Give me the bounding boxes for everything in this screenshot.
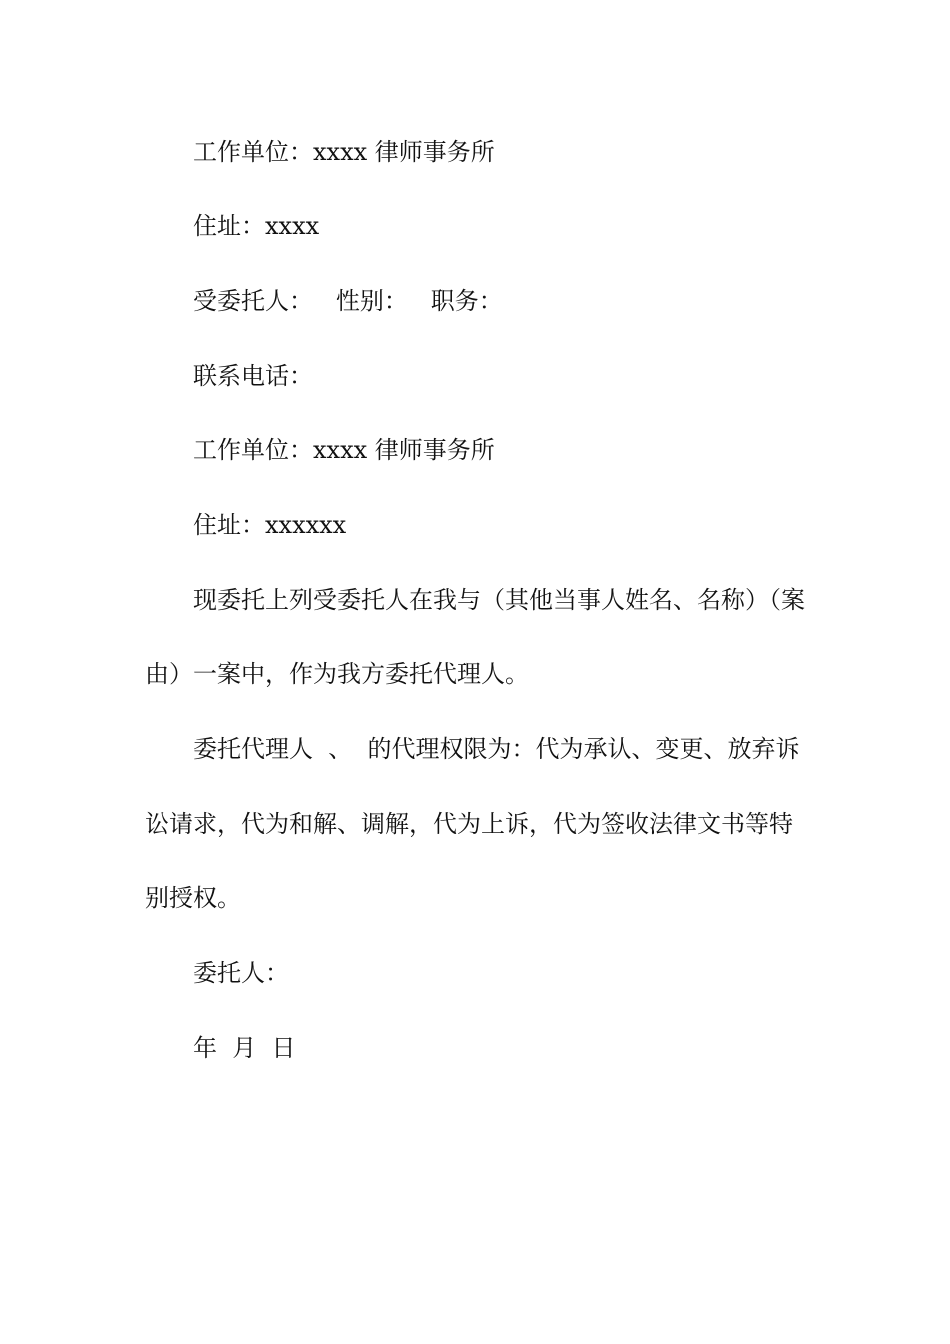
entrust-paragraph-line-1: 现委托上列受委托人在我与（其他当事人姓名、名称）（案 <box>193 586 805 614</box>
authority-paragraph-line-1: 委托代理人 、 的代理权限为：代为承认、变更、放弃诉 <box>193 735 800 763</box>
principal-signature-line: 委托人： <box>193 959 289 987</box>
entrust-paragraph-line-2: 由）一案中，作为我方委托代理人。 <box>145 660 529 688</box>
address-line-1: 住址：xxxx <box>193 212 320 240</box>
document-page <box>145 0 805 1344</box>
agent-info-line: 受委托人： 性别： 职务： <box>193 287 503 315</box>
phone-line: 联系电话： <box>193 362 313 390</box>
work-unit-line-2: 工作单位：xxxx 律师事务所 <box>193 436 495 464</box>
work-unit-line-1: 工作单位：xxxx 律师事务所 <box>193 138 495 166</box>
authority-paragraph-line-2: 讼请求，代为和解、调解，代为上诉，代为签收法律文书等特 <box>145 810 793 838</box>
authority-paragraph-line-3: 别授权。 <box>145 884 241 912</box>
address-line-2: 住址：xxxxxx <box>193 511 347 539</box>
date-line: 年 月 日 <box>193 1034 296 1062</box>
